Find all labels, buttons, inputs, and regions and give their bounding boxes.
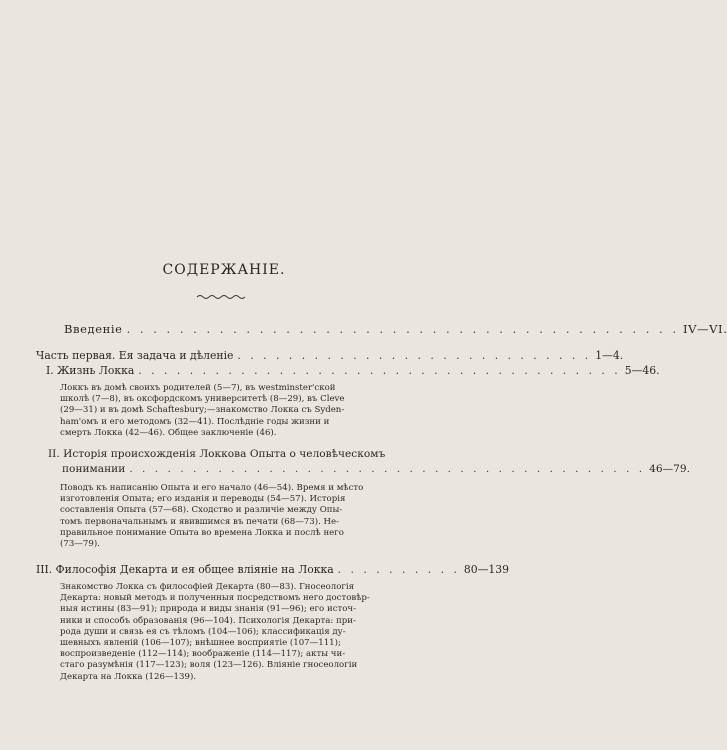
summary-line: воспроизведенiе (112—114); воображенiе (114—117); акты чи-	[60, 649, 346, 660]
toc-pages: 80—139	[463, 563, 510, 576]
summary-line: стаго разумѣнiя (117—123); воля (123—126). Влiянiе гносеологiи	[60, 660, 358, 671]
summary-line: Поводъ къ написанiю Опыта и его начало (46—54). Время и мѣсто	[60, 483, 364, 493]
summary-line: Декарта на Локка (126—139).	[60, 671, 197, 682]
leader-dots: . . . . . . . . . . . . . . . . . . . . . . . . . . . . . . . . . . . . . .	[138, 364, 621, 377]
summary-line: составленiя Опыта (57—68). Сходство и различiе между Опы-	[60, 505, 343, 516]
toc-label: Введенiе	[64, 322, 123, 336]
summary-line: изготовленiя Опыта; его изданiя и переводы (54—57). Исторiя	[60, 494, 346, 505]
summary-line: ныя истины (83—91); природа и виды знанiя (91—96); его источ-	[60, 604, 357, 615]
toc-entry-chapter-3	[36, 563, 510, 576]
toc-pages: IV—VI.	[683, 322, 727, 336]
toc-pages: 1—4.	[595, 349, 624, 362]
summary-line: правильное понимание Опыта во времена Локка и послѣ него	[60, 527, 344, 538]
toc-label: понимании	[62, 463, 126, 475]
toc-entry-chapter-1	[46, 364, 660, 377]
summary-line: Знакомство Локка съ философiей Декарта (80—83). Гносеологiя	[60, 582, 355, 592]
summary-line: смерть Локка (42—46). Общее заключенiе (46).	[60, 427, 277, 438]
summary-line: томъ первоначальнымъ и явившимся въ печати (68—73). Не-	[60, 516, 340, 527]
title-ornament	[196, 294, 246, 300]
toc-entry-part1	[36, 349, 624, 362]
chapter-1-summary	[60, 383, 424, 439]
summary-line: Локкъ въ домѣ своихъ родителей (5—7), въ westminster'ской	[60, 383, 336, 393]
summary-line: школѣ (7—8), въ оксфордскомъ университетѣ (8—29), въ Cleve	[60, 394, 345, 405]
toc-label: I. Жизнь Локка	[46, 364, 135, 377]
leader-dots: . . . . . . . . . .	[337, 563, 460, 576]
leader-dots: . . . . . . . . . . . . . . . . . . . . . . . . . . . . . . . . . . . . . . . . . .	[126, 322, 679, 336]
toc-label: III. Философiя Декарта и ея общее влiянiе на Локка	[36, 563, 334, 576]
page-title: СОДЕРЖАНIЕ.	[162, 262, 286, 278]
leader-dots: . . . . . . . . . . . . . . . . . . . . . . . . . . . . . . . . . . . . . . . . .	[129, 463, 646, 475]
toc-label: Часть первая. Ея задача и дѣленiе	[36, 349, 234, 362]
toc-pages: 5—46.	[624, 364, 660, 377]
summary-line: ham'омъ и его методомъ (32—41). Послѣднiе годы жизни и	[60, 416, 330, 427]
summary-line: (29—31) и въ домѣ Schaftesbury;—знакомство Локка съ Syden-	[60, 405, 345, 416]
chapter-2-summary	[60, 483, 424, 550]
toc-entry-chapter-2-line1: II. Исторiя происхожденiя Локкова Опыта о человѣческомъ	[48, 448, 386, 460]
summary-line: шевныхъ явленiй (106—107); внѣшнее восприятiе (107—111);	[60, 638, 341, 649]
toc-pages: 46—79.	[649, 463, 690, 475]
chapter-3-summary	[60, 582, 424, 683]
summary-line: (73—79).	[60, 539, 100, 550]
summary-line: ники и способъ образованiя (96—104). Психологiя Декарта: при-	[60, 615, 356, 626]
summary-line: Декарта: новый методъ и полученныя посредствомъ него достовѣр-	[60, 593, 370, 604]
leader-dots: . . . . . . . . . . . . . . . . . . . . . . . . . . . .	[237, 349, 592, 362]
toc-entry-intro	[64, 322, 727, 336]
summary-line: рода души и связь ея съ тѣломъ (104—106); классификацiя ду-	[60, 626, 346, 637]
toc-entry-chapter-2	[62, 463, 690, 475]
